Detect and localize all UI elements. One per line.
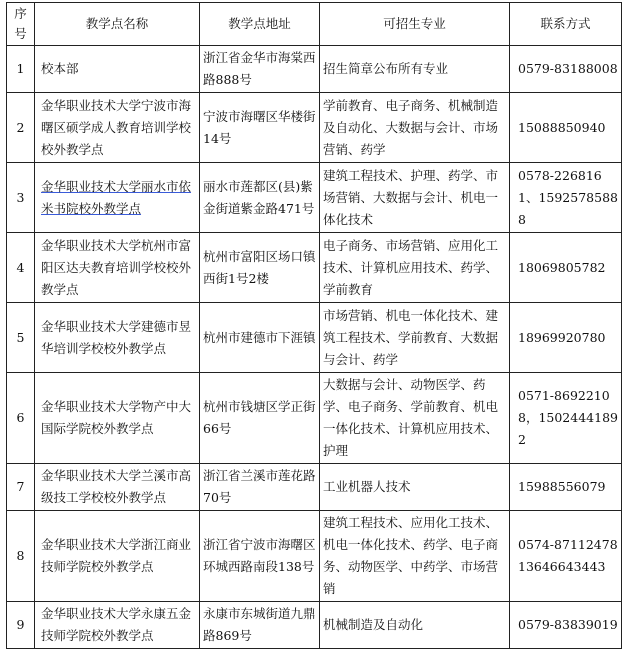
row-address: 浙江省金华市海棠西路888号 (200, 46, 320, 93)
table-row (7, 464, 622, 511)
row-address: 杭州市建德市下涯镇 (200, 303, 320, 373)
row-contact: 0579-83839019 (510, 602, 622, 649)
row-address: 杭州市富阳区场口镇西街1号2楼 (200, 233, 320, 303)
row-majors: 市场营销、机电一体化技术、建筑工程技术、学前教育、大数据与会计、药学 (320, 303, 510, 373)
row-contact: 15088850940 (510, 93, 622, 163)
row-majors: 建筑工程技术、护理、药学、市场营销、大数据与会计、机电一体化技术 (320, 163, 510, 233)
row-site-name: 金华职业技术大学丽水市依米书院校外教学点 (35, 163, 200, 233)
row-site-name: 金华职业技术大学永康五金技师学院校外教学点 (35, 602, 200, 649)
header-site-name: 教学点名称 (35, 3, 200, 46)
row-address: 宁波市海曙区华楼街14号 (200, 93, 320, 163)
row-site-name: 金华职业技术大学宁波市海曙区硕学成人教育培训学校校外教学点 (35, 93, 200, 163)
row-no: 4 (7, 233, 35, 303)
row-site-name: 金华职业技术大学浙江商业技师学院校外教学点 (35, 511, 200, 602)
row-no: 6 (7, 373, 35, 464)
row-site-name: 金华职业技术大学杭州市富阳区达夫教育培训学校校外教学点 (35, 233, 200, 303)
table-row (7, 373, 622, 464)
row-address: 浙江省宁波市海曙区环城西路南段138号 (200, 511, 320, 602)
table-row (7, 93, 622, 163)
row-contact: 0574-87112478 13646643443 (510, 511, 622, 602)
table-row (7, 46, 622, 93)
row-no: 8 (7, 511, 35, 602)
row-majors: 学前教育、电子商务、机械制造及自动化、大数据与会计、市场营销、药学 (320, 93, 510, 163)
table-header-row (7, 3, 622, 46)
row-no: 1 (7, 46, 35, 93)
row-address: 浙江省兰溪市莲花路70号 (200, 464, 320, 511)
teaching-sites-table (6, 2, 622, 649)
row-no: 9 (7, 602, 35, 649)
header-contact: 联系方式 (510, 3, 622, 46)
row-majors: 建筑工程技术、应用化工技术、机电一体化技术、药学、电子商务、动物医学、中药学、市场营销 (320, 511, 510, 602)
table-row (7, 602, 622, 649)
row-contact: 0579-83188008 (510, 46, 622, 93)
row-contact: 15988556079 (510, 464, 622, 511)
row-majors: 大数据与会计、动物医学、药学、电子商务、学前教育、机电一体化技术、计算机应用技术、护理 (320, 373, 510, 464)
header-site-address: 教学点地址 (200, 3, 320, 46)
row-address: 永康市东城街道九鼎路869号 (200, 602, 320, 649)
row-site-name: 金华职业技术大学兰溪市高级技工学校校外教学点 (35, 464, 200, 511)
table-row (7, 233, 622, 303)
row-contact: 0578-2268161、15925785888 (510, 163, 622, 233)
row-majors: 招生简章公布所有专业 (320, 46, 510, 93)
row-contact: 18069805782 (510, 233, 622, 303)
row-majors: 机械制造及自动化 (320, 602, 510, 649)
row-no: 3 (7, 163, 35, 233)
row-site-name: 金华职业技术大学建德市昱华培训学校校外教学点 (35, 303, 200, 373)
row-majors: 工业机器人技术 (320, 464, 510, 511)
row-no: 2 (7, 93, 35, 163)
row-site-name: 校本部 (35, 46, 200, 93)
row-address: 丽水市莲都区(县)紫金街道紫金路471号 (200, 163, 320, 233)
header-majors: 可招生专业 (320, 3, 510, 46)
row-site-name: 金华职业技术大学物产中大国际学院校外教学点 (35, 373, 200, 464)
table-row (7, 511, 622, 602)
row-no: 5 (7, 303, 35, 373)
row-contact: 18969920780 (510, 303, 622, 373)
header-no: 序号 (7, 3, 35, 46)
row-majors: 电子商务、市场营销、应用化工技术、计算机应用技术、药学、学前教育 (320, 233, 510, 303)
table-row (7, 163, 622, 233)
table-row (7, 303, 622, 373)
row-no: 7 (7, 464, 35, 511)
row-contact: 0571-86922108，15024441892 (510, 373, 622, 464)
row-address: 杭州市钱塘区学正街66号 (200, 373, 320, 464)
